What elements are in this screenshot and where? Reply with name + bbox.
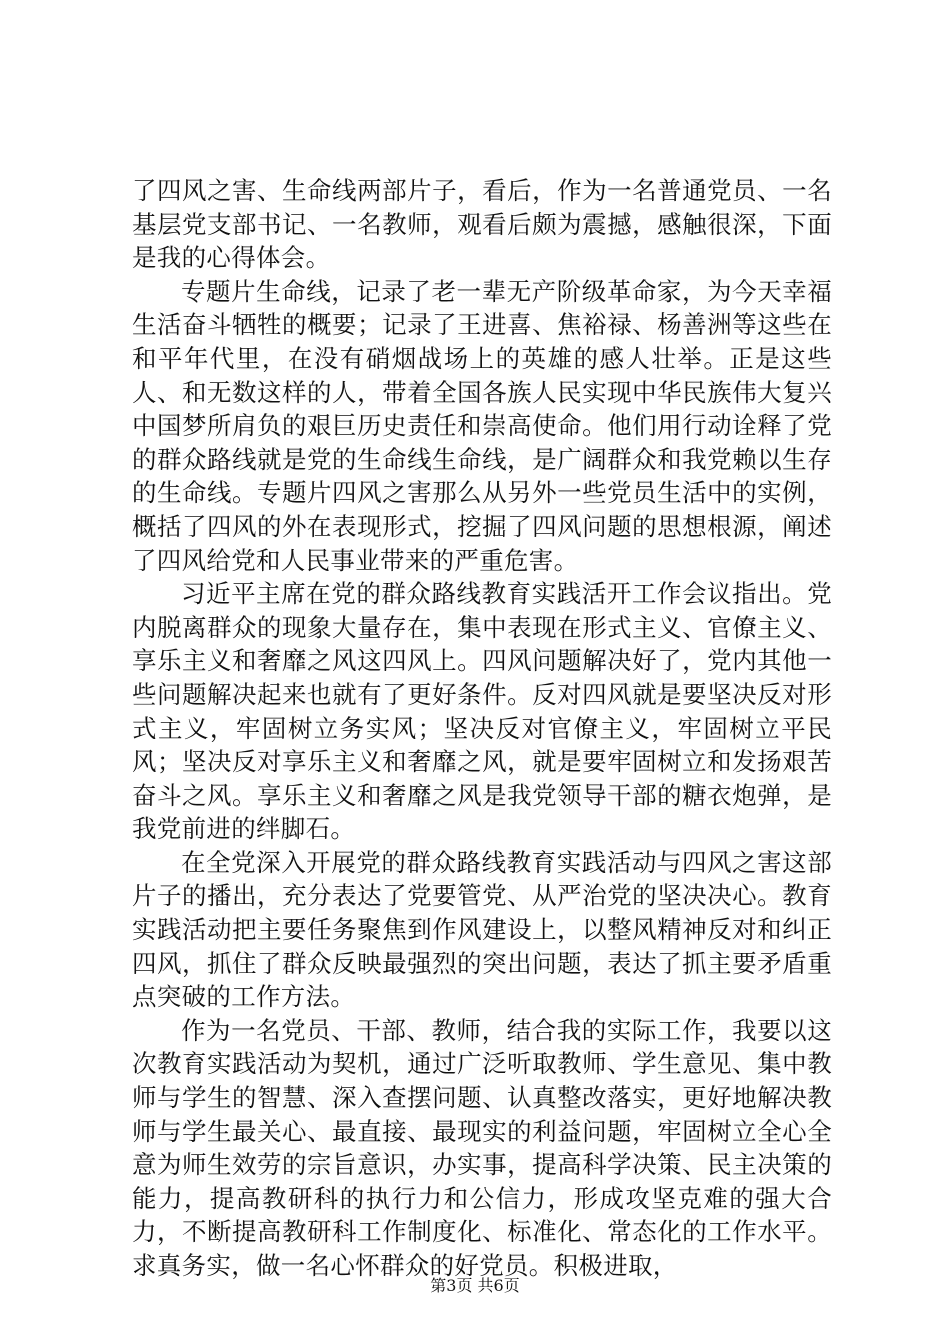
paragraph-personal-commitment: 作为一名党员、干部、教师，结合我的实际工作，我要以这次教育实践活动为契机，通过广泛听取教师、学生意见、集中教师与学生的智慧、深入查摆问题、认真整改落实，更好地解决教师与学生最关心、最直接、最现实的利益问题，牢固树立全心全意为师生效劳的宗旨意识，办实事，提高科学决策、民主决策的能力，提高教研科的执行力和公信力，形成攻坚克难的强大合力，不断提高教研科工作制度化、标准化、常态化的工作水平。求真务实，做一名心怀群众的好党员。积极进取， [132, 1015, 832, 1280]
paragraph-education-practice: 在全党深入开展党的群众路线教育实践活动与四风之害这部片子的播出，充分表达了党要管党、从严治党的坚决决心。教育实践活动把主要任务聚焦到作风建设上，以整风精神反对和纠正四风，抓住了群众反映最强烈的突出问题，表达了抓主要矛盾重点突破的工作方法。 [132, 847, 832, 1012]
paragraph-continuation: 了四风之害、生命线两部片子，看后，作为一名普通党员、一名基层党支部书记、一名教师，观看后颇为震撼，感触很深，下面是我的心得体会。 [132, 176, 832, 273]
paragraph-four-winds-speech: 习近平主席在党的群众路线教育实践活开工作会议指出。党内脱离群众的现象大量存在，集中表现在形式主义、官僚主义、享乐主义和奢靡之风这四风上。四风问题解决好了，党内其他一些问题解决起来也就有了更好条件。反对四风就是要坚决反对形式主义，牢固树立务实风；坚决反对官僚主义，牢固树立平民风；坚决反对享乐主义和奢靡之风，就是要牢固树立和发扬艰苦奋斗之风。享乐主义和奢靡之风是我党领导干部的糖衣炮弹，是我党前进的绊脚石。 [132, 579, 832, 844]
page-number-footer: 第3页 共6页 [430, 1276, 520, 1295]
paragraph-lifeline-documentary: 专题片生命线，记录了老一辈无产阶级革命家，为今天幸福生活奋斗牺牲的概要；记录了王进喜、焦裕禄、杨善洲等这些在和平年代里，在没有硝烟战场上的英雄的感人壮举。正是这些人、和无数这样的人，带着全国各族人民实现中华民族伟大复兴中国梦所肩负的艰巨历史责任和崇高使命。他们用行动诠释了党的群众路线就是党的生命线生命线，是广阔群众和我党赖以生存的生命线。专题片四风之害那么从另外一些党员生活中的实例，概括了四风的外在表现形式，挖掘了四风问题的思想根源，阐述了四风给党和人民事业带来的严重危害。 [132, 276, 832, 575]
document-body [132, 174, 832, 1283]
